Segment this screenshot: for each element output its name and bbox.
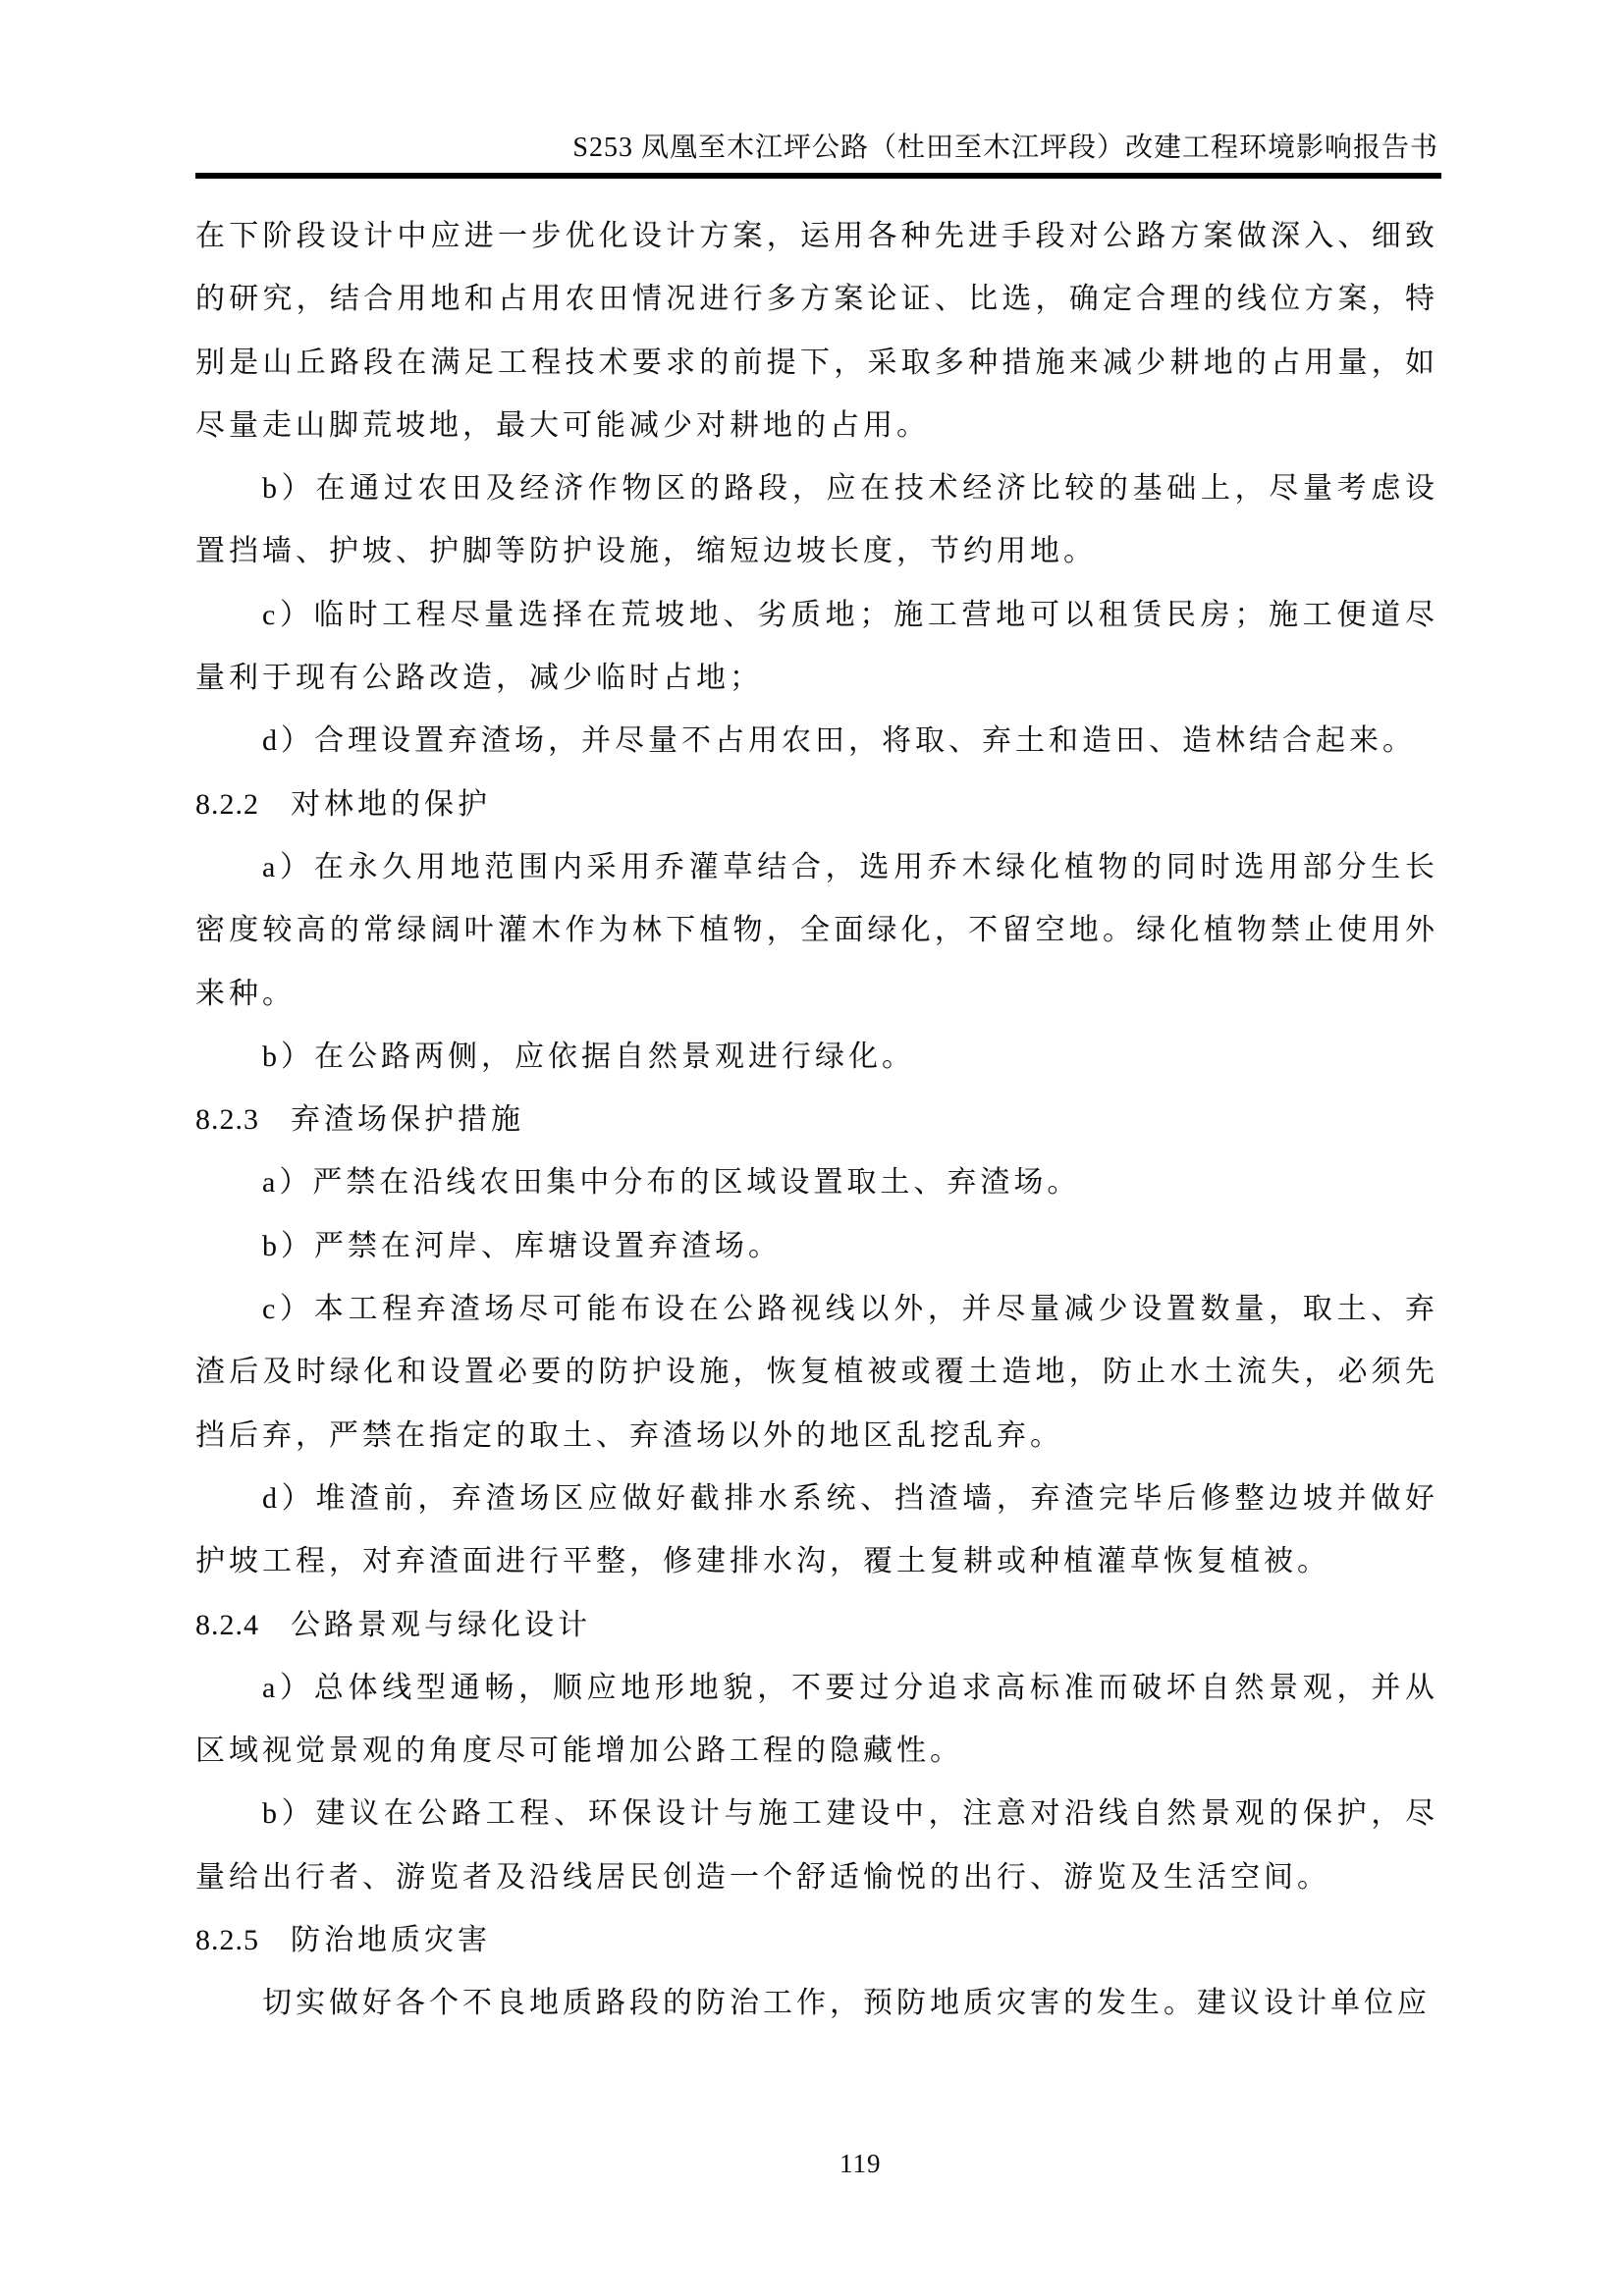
section-heading-8.2.3 bbox=[195, 1089, 1438, 1151]
paragraph: a）严禁在沿线农田集中分布的区域设置取土、弃渣场。 bbox=[262, 1166, 1081, 1200]
section-title: 对林地的保护 bbox=[291, 787, 491, 821]
section-heading-8.2.2 bbox=[195, 774, 1438, 836]
section-title: 防治地质灾害 bbox=[291, 1924, 491, 1957]
paragraph: 在下阶段设计中应进一步优化设计方案，运用各种先进手段对公路方案做深入、细致的研究，结合用地和占用农田情况进行多方案论证、比选，确定合理的线位方案，特别是山丘路段在满足工程技术要求的前提下，采取多种措施来减少耕地的占用量，如尽量走山脚荒坡地，最大可能减少对耕地的占用。 bbox=[195, 220, 1438, 442]
paragraph: d）堆渣前，弃渣场区应做好截排水系统、挡渣墙，弃渣完毕后修整边坡并做好护坡工程，对弃渣面进行平整，修建排水沟，覆土复耕或种植灌草恢复植被。 bbox=[195, 1481, 1438, 1578]
paragraph: c）本工程弃渣场尽可能布设在公路视线以外，并尽量减少设置数量，取土、弃渣后及时绿化和设置必要的防护设施，恢复植被或覆土造地，防止水土流失，必须先挡后弃，严禁在指定的取土、弃渣场以外的地区乱挖乱弃。 bbox=[195, 1293, 1438, 1452]
section-number: 8.2.2 bbox=[195, 787, 259, 821]
paragraph: b）在通过农田及经济作物区的路段，应在技术经济比较的基础上，尽量考虑设置挡墙、护坡、护脚等防护设施，缩短边坡长度，节约用地。 bbox=[195, 472, 1438, 568]
paragraph: b）建议在公路工程、环保设计与施工建设中，注意对沿线自然景观的保护，尽量给出行者、游览者及沿线居民创造一个舒适愉悦的出行、游览及生活空间。 bbox=[195, 1797, 1438, 1894]
paragraph: a）总体线型通畅，顺应地形地貌，不要过分追求高标准而破坏自然景观，并从区域视觉景观的角度尽可能增加公路工程的隐藏性。 bbox=[195, 1671, 1438, 1768]
section-number: 8.2.5 bbox=[195, 1924, 259, 1957]
running-header-title: S253 凤凰至木江坪公路（杜田至木江坪段）改建工程环境影响报告书 bbox=[572, 133, 1438, 163]
paragraph: b）严禁在河岸、库塘设置弃渣场。 bbox=[262, 1229, 782, 1262]
section-heading-8.2.4 bbox=[195, 1594, 1438, 1657]
paragraph: d）合理设置弃渣场，并尽量不占用农田，将取、弃土和造田、造林结合起来。 bbox=[262, 724, 1416, 758]
section-title: 弃渣场保护措施 bbox=[291, 1103, 524, 1137]
section-heading-8.2.5 bbox=[195, 1909, 1438, 1972]
paragraph: c）临时工程尽量选择在荒坡地、劣质地；施工营地可以租赁民房；施工便道尽量利于现有公路改造，减少临时占地； bbox=[195, 598, 1438, 695]
section-number: 8.2.3 bbox=[195, 1103, 259, 1137]
paragraph: 切实做好各个不良地质路段的防治工作，预防地质灾害的发生。建议设计单位应 bbox=[262, 1987, 1431, 2020]
header-rule bbox=[195, 173, 1441, 179]
document-body bbox=[195, 205, 1438, 2036]
paragraph: a）在永久用地范围内采用乔灌草结合，选用乔木绿化植物的同时选用部分生长密度较高的常绿阔叶灌木作为林下植物，全面绿化，不留空地。绿化植物禁止使用外来种。 bbox=[195, 850, 1438, 1010]
section-title: 公路景观与绿化设计 bbox=[291, 1608, 591, 1641]
section-number: 8.2.4 bbox=[195, 1608, 259, 1641]
page-number: 119 bbox=[839, 2149, 882, 2178]
paragraph: b）在公路两侧，应依据自然景观进行绿化。 bbox=[262, 1040, 915, 1073]
